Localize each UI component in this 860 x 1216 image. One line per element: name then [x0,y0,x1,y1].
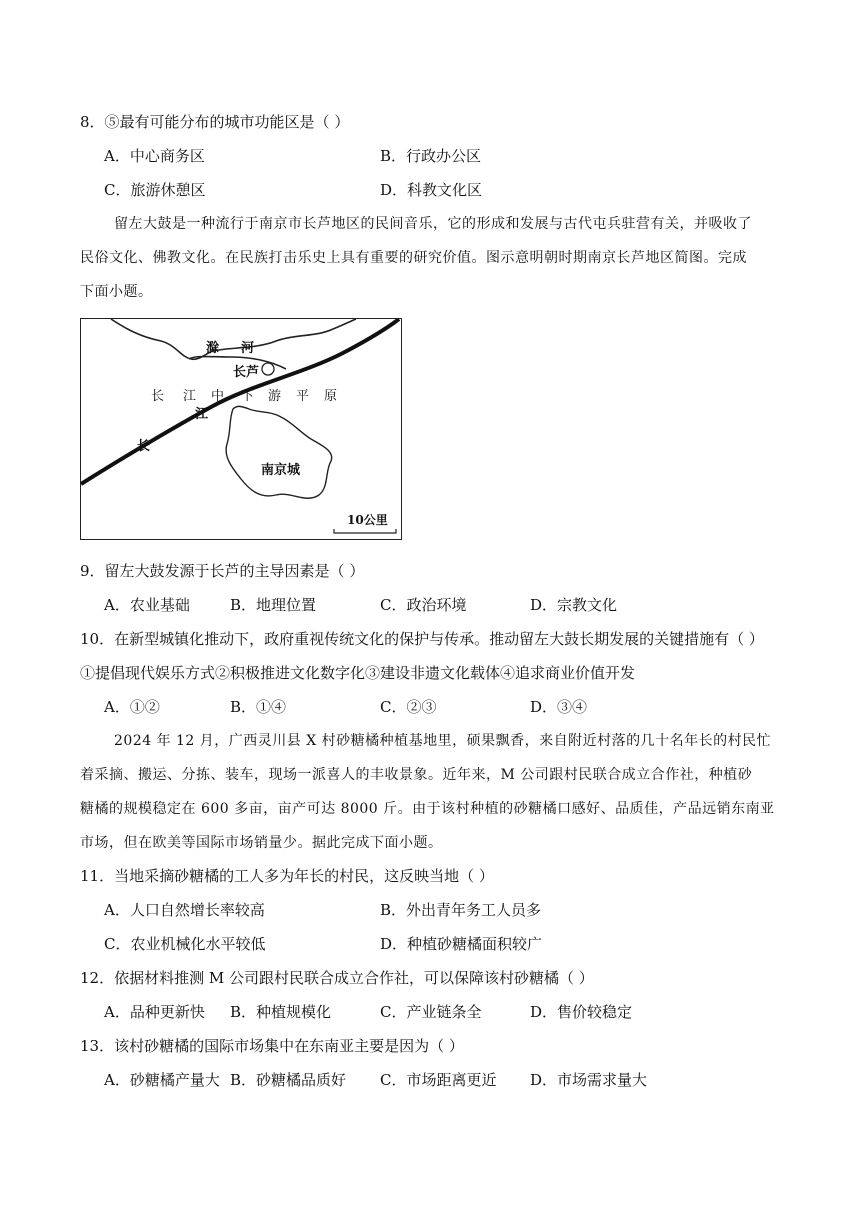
passage-line: 民俗文化、佛教文化。在民族打击乐史上具有重要的研究价值。图示意明朝时期南京长芦地区简图。完成 [80,250,747,266]
map-scale-label: 10公里 [347,513,388,527]
passage-line: 着采摘、搬运、分拣、装车，现场一派喜人的丰收景象。近年来，M 公司跟村民联合成立合作社，种植砂 [80,767,753,783]
map-label-plain-3: 中 [211,389,225,404]
q10-option-c[interactable]: C．②③ [380,698,437,716]
passage-line: 留左大鼓是一种流行于南京市长芦地区的民间音乐，它的形成和发展与古代屯兵驻营有关，并吸收了 [114,216,752,232]
passage-line: 市场，但在欧美等国际市场销量少。据此完成下面小题。 [80,835,443,851]
q13-option-c[interactable]: C．市场距离更近 [380,1071,497,1089]
map-label-plain-1: 长 [151,389,165,404]
q11-option-b[interactable]: B．外出青年务工人员多 [380,901,542,919]
q13-option-a[interactable]: A．砂糖橘产量大 [104,1071,220,1089]
q11-option-c[interactable]: C．农业机械化水平较低 [104,935,266,953]
map-label-nanjing: 南京城 [261,463,301,478]
question-9-stem: 9．留左大鼓发源于长芦的主导因素是（ ） [80,562,365,580]
q10-option-d[interactable]: D．③④ [530,698,588,716]
passage-sugar-orange [80,724,780,860]
question-10-statements: ①提倡现代娱乐方式②积极推进文化数字化③建设非遗文化载体④追求商业价值开发 [80,664,636,682]
passage-line: 糖橘的规模稳定在 600 多亩，亩产可达 8000 斤。由于该村种植的砂糖橘口感好、品质佳，产品远销东南亚 [80,801,775,817]
q10-option-b[interactable]: B．①④ [230,698,287,716]
q10-option-a[interactable]: A．①② [104,698,160,716]
q12-option-d[interactable]: D．售价较稳定 [530,1003,633,1021]
q8-option-d[interactable]: D．科教文化区 [380,181,483,199]
q8-option-b[interactable]: B．行政办公区 [380,147,482,165]
chu-river [111,319,356,359]
q8-option-c[interactable]: C．旅游休憩区 [104,181,206,199]
q8-option-a[interactable]: A．中心商务区 [104,147,205,165]
q9-option-b[interactable]: B．地理位置 [230,596,317,614]
map-label-plain-7: 原 [324,389,338,404]
q13-option-d[interactable]: D．市场需求量大 [530,1071,648,1089]
nanjing-city-outline [226,406,332,498]
map-label-chu: 滁 [206,341,220,356]
q12-option-b[interactable]: B．种植规模化 [230,1003,332,1021]
q13-option-b[interactable]: B．砂糖橘品质好 [230,1071,347,1089]
changlu-town-marker [262,363,274,375]
map-label-changlu: 长芦 [233,365,260,380]
q12-option-a[interactable]: A．品种更新快 [104,1003,205,1021]
yangtze-river [81,319,399,484]
passage-line: 下面小题。 [80,284,153,300]
q9-option-d[interactable]: D．宗教文化 [530,596,618,614]
map-label-he: 河 [241,341,255,356]
map-label-plain-5: 游 [268,389,282,404]
map-label-plain-6: 平 [296,389,310,404]
q11-option-a[interactable]: A．人口自然增长率较高 [104,901,265,919]
q11-option-d[interactable]: D．种植砂糖橘面积较广 [380,935,543,953]
passage-line: 2024 年 12 月，广西灵川县 X 村砂糖橘种植基地里，硕果飘香，来自附近村落的几十名年长的村民忙 [114,733,772,749]
map-label-plain-2: 江 [183,389,197,404]
q9-option-a[interactable]: A．农业基础 [104,596,190,614]
question-11-stem: 11．当地采摘砂糖橘的工人多为年长的村民，这反映当地（ ） [80,867,494,885]
passage-liuzuo-drum [80,207,780,309]
map-label-chang: 长 [137,439,151,454]
question-8-stem: 8．⑤最有可能分布的城市功能区是（ ） [80,113,350,131]
question-10-stem: 10．在新型城镇化推动下，政府重视传统文化的保护与传承。推动留左大鼓长期发展的关键措施有（ ） [80,630,764,648]
question-13-stem: 13．该村砂糖橘的国际市场集中在东南亚主要是因为（ ） [80,1037,464,1055]
q9-option-c[interactable]: C．政治环境 [380,596,467,614]
map-label-plain-4: 下 [241,389,255,404]
scale-bar [334,529,396,533]
changlu-map [80,318,402,540]
map-label-jiang: 江 [195,407,209,422]
q12-option-c[interactable]: C．产业链条全 [380,1003,482,1021]
question-12-stem: 12．依据材料推测 M 公司跟村民联合成立合作社，可以保障该村砂糖橘（ ） [80,969,594,987]
